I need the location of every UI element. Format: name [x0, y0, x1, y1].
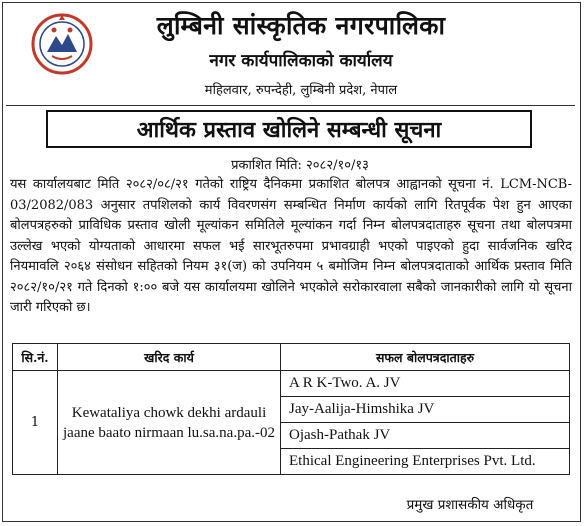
bidder-name: Ethical Engineering Enterprises Pvt. Ltd.	[281, 449, 570, 475]
notice-body: यस कार्यालयबाट मिति २०८२/०८/२१ गतेको राष्ट्रिय दैनिकमा प्रकाशित बोलपत्र आह्वानको सूचना नं. LCM-NCB-03/2082/083 अनुसार तपशिलको कार्य विवरणसंग सम्बन्धित निर्माण कार्यको लागि रितपूर्वक पेश हुन आएका बोलपत्रहरुको प्राविधिक प्रस्ताव खोली मूल्यांकन समितिले मूल्यांकन गर्दा निम्न बोलपत्रदाताहरु सूचना तथा बोलपत्रमा उल्लेख भएको योग्यताको आधारमा सफल भई सारभूतरुपमा प्रभावग्राही भएको पाइएको हुदा सार्वजनिक खरिद नियमावलि २०६४ संसोधन सहितको नियम ३१(ज) को उपनियम ५ बमोजिम निम्न बोलपत्रदाताको आर्थिक प्रस्ताव मिति २०८२/१०/२१ गते दिनको १:०० बजे यस कार्यालयमा खोलिने भएकोले सरोकारवाला सबैको जानकारीको लागि यो सूचना जारी गरिएको छ।	[10, 177, 572, 315]
header-successful-bidders: सफल बोलपत्रदाताहरु	[281, 344, 570, 371]
office-name: नगर कार्यपालिकाको कार्यालय	[209, 51, 393, 71]
header-procurement-work: खरिद कार्य	[58, 344, 281, 371]
bidders-table	[12, 343, 570, 475]
header-serial-number: सि.नं.	[13, 344, 58, 371]
notice-title: आर्थिक प्रस्ताव खोलिने सम्बन्धी सूचना	[46, 110, 532, 148]
published-date: प्रकाशित मिति: २०८२/१०/१३	[231, 158, 369, 173]
row-work-description: Kewataliya chowk dekhi ardauli jaane baato nirmaan lu.sa.na.pa.-02	[58, 371, 281, 475]
bidder-name: Ojash-Pathak JV	[281, 423, 570, 449]
header-divider	[6, 105, 575, 106]
row-serial-number: 1	[13, 371, 58, 475]
bidder-name: A R K-Two. A. JV	[281, 371, 570, 397]
bidder-name: Jay-Aalija-Himshika JV	[281, 397, 570, 423]
office-address: महिलवार, रुपन्देही, लुम्बिनी प्रदेश, नेपाल	[204, 83, 398, 98]
municipality-name: लुम्बिनी सांस्कृतिक नगरपालिका	[156, 11, 446, 40]
signature-title: प्रमुख प्रशासकीय अधिकृत	[406, 497, 534, 513]
table-header-row	[13, 344, 570, 371]
table-row	[13, 371, 570, 397]
nepal-government-emblem	[30, 12, 94, 76]
